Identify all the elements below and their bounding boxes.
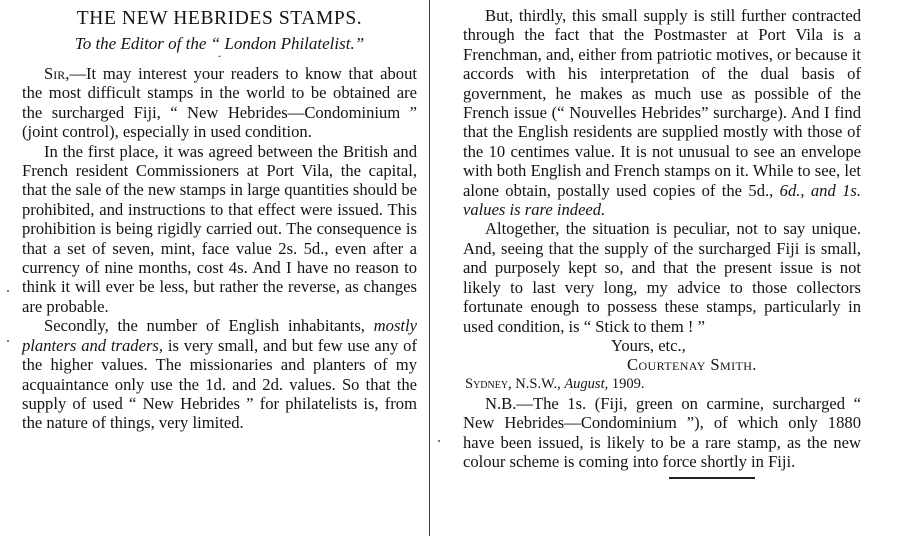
print-mark: ˇ <box>218 54 221 64</box>
date-year: 1909. <box>611 375 645 392</box>
end-rule <box>669 477 755 479</box>
left-column <box>22 0 417 433</box>
paragraph-4-text: But, thirdly, this small supply is still further contracted through the fact that the Postmaster at Port Vila is a Frenchman, and, either from patriotic motives, or because it accords with his interpretation of the dual basis of government, he makes as much use as possible of the French issue (“ Nouvelles Hebrides” surcharge). And I find that the English residents are supplied mostly with those of the 10 centimes value. It is not unusual to see an envelope with both English and French stamps on it. While to see, let alone obtain, postally used copies of the 5d., <box>463 6 861 200</box>
paragraph-3 <box>22 316 417 432</box>
scan-speck <box>7 340 9 342</box>
paragraph-3-text-b: is very small, and but few use any of the higher values. The missionaries and planters of my acquaintance only use the 1d. and 2d. values. So that the supply of used “ New Hebrides ” for philatelists is, from the nature of things, very limited. <box>22 335 417 433</box>
place: Sydney, N.S.W., <box>465 375 561 392</box>
postscript: N.B.—The 1s. (Fiji, green on carmine, surcharged “ New Hebrides—Condominium ”), of which only 1880 have been issued, is likely to be a rare stamp, as the new colour scheme is coming into force shortly in Fiji. <box>463 393 861 471</box>
paragraph-3-italic: mostly planters and traders, <box>22 316 417 355</box>
paragraph-1-text: —It may interest your readers to know that about the most difficult stamps in the world to be obtained are the surcharged Fiji, “ New Hebrides—Condominium ” (joint control), especially in used condition. <box>22 64 417 142</box>
scan-speck <box>438 440 440 442</box>
scan-speck <box>7 290 9 292</box>
paragraph-3-text-a: Secondly, the number of English inhabitants, <box>44 316 365 336</box>
paragraph-4 <box>463 6 861 219</box>
date-month: August, <box>564 375 609 392</box>
dateline <box>465 375 861 394</box>
column-divider <box>429 0 430 536</box>
right-column <box>463 0 861 479</box>
paragraph-2: In the first place, it was agreed between the British and French resident Commissioners at Port Vila, the capital, that the sale of the new stamps in large quantities should be prohibited, and instructions to that effect were issued. This prohibition is being rigidly carried out. The consequence is that a set of seven, mint, face value 2s. 5d., even after a currency of nine months, cost 4s. And I have no reason to think it will ever be less, but rather the reverse, as changes are probable. <box>22 141 417 316</box>
salutation: Sir, <box>44 64 70 83</box>
article-title: THE NEW HEBRIDES STAMPS. <box>76 8 363 29</box>
closing: Yours, etc., <box>611 335 686 355</box>
article-subtitle: To the Editor of the “ London Philatelist.” <box>74 34 365 53</box>
paragraph-5: Altogether, the situation is peculiar, not to say unique. And, seeing that the supply of the surcharged Fiji is small, and purposely kept so, and that the present issue is not likely to last very long, my advice to those collectors fortunate enough to possess these stamps, particularly in used condition, is “ Stick to them ! ” <box>463 219 861 336</box>
paragraph-4-italic: 6d., and 1s. values is rare indeed. <box>463 180 862 220</box>
paragraph-1 <box>22 64 417 142</box>
signature: Courtenay Smith. <box>627 355 757 375</box>
